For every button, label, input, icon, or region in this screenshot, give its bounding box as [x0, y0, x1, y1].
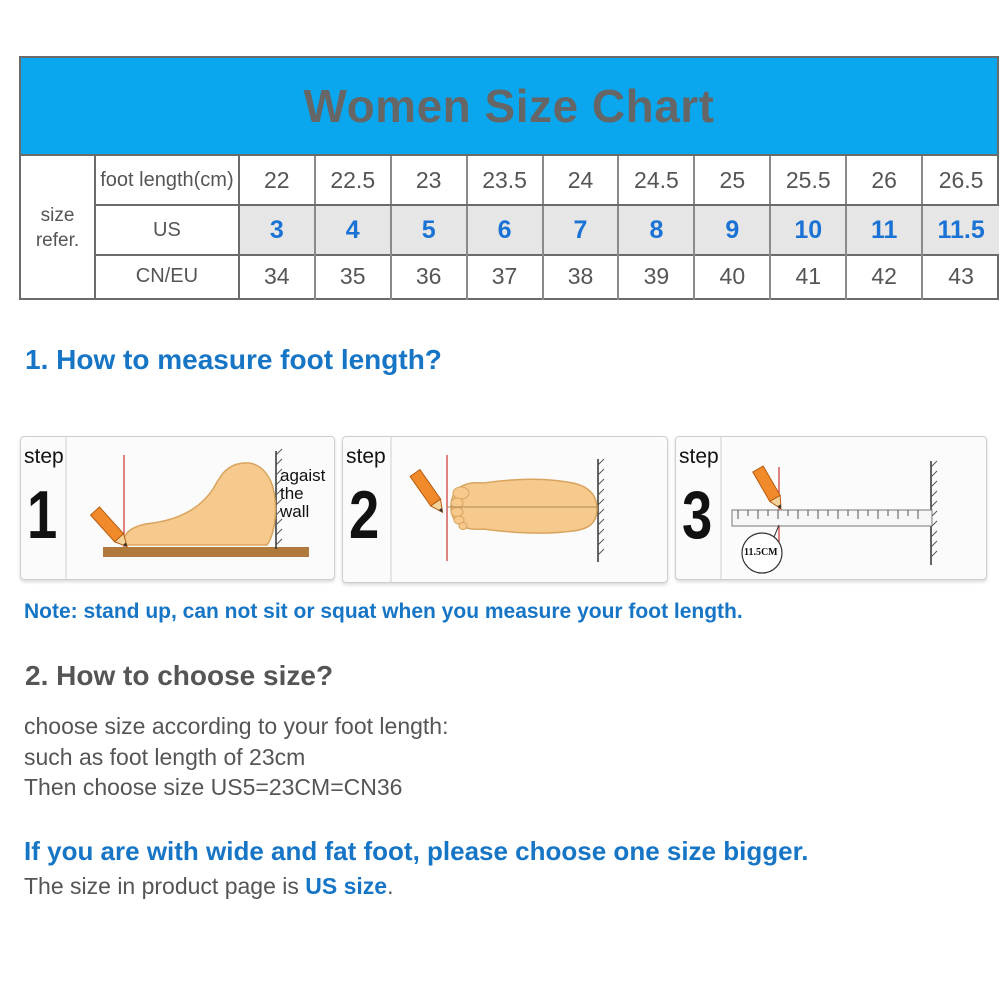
wide-foot-note: If you are with wide and fat foot, please choose one size bigger. — [24, 836, 809, 866]
step-number: 3 — [682, 477, 713, 553]
wall-text-3: wall — [280, 502, 310, 521]
table-cell: 36 — [392, 252, 468, 300]
table-cell: 24.5 — [619, 156, 695, 204]
table-cell: 38 — [544, 252, 620, 300]
table-cell: 6 — [468, 206, 544, 254]
wall-text-2: the — [280, 484, 304, 503]
table-cell: 40 — [695, 252, 771, 300]
instruction-line-1: choose size according to your foot length: — [24, 713, 449, 739]
table-cell: 22.5 — [316, 156, 392, 204]
instruction-line-2: such as foot length of 23cm — [24, 744, 306, 770]
step-2-panel — [342, 436, 668, 583]
step-2-illustration — [343, 437, 668, 583]
step-label: step — [679, 445, 719, 468]
product-size-emphasis: US size — [305, 873, 388, 899]
us-size-row — [96, 204, 999, 256]
instruction-line-3: Then choose size US5=23CM=CN36 — [24, 774, 403, 800]
table-cell: 41 — [771, 252, 847, 300]
step-1-panel — [20, 436, 335, 580]
table-cell: 9 — [695, 206, 771, 254]
table-cell: 26.5 — [938, 166, 984, 193]
measure-heading: 1. How to measure foot length? — [25, 344, 442, 375]
table-cell: 43 — [948, 262, 974, 289]
table-cell: 35 — [316, 252, 392, 300]
table-cell: 25 — [695, 156, 771, 204]
table-cell: 25.5 — [771, 156, 847, 204]
table-cell: 7 — [544, 206, 620, 254]
measure-label: 11.5CM — [744, 547, 778, 558]
table-cell: 34 — [240, 252, 316, 300]
size-chart-table — [19, 56, 999, 300]
table-cell: 5 — [392, 206, 468, 254]
step-number: 1 — [27, 477, 58, 553]
size-label-line1: size — [40, 205, 75, 226]
table-cell: 10 — [771, 206, 847, 254]
wall-annotation — [280, 467, 325, 521]
row-label: US — [96, 206, 240, 254]
table-cell: 23 — [392, 156, 468, 204]
row-label: foot length(cm) — [96, 156, 240, 204]
table-cell: 8 — [619, 206, 695, 254]
product-size-suffix: . — [387, 873, 394, 899]
table-cell: 37 — [468, 252, 544, 300]
table-cell: 42 — [847, 252, 923, 300]
step-3-illustration — [676, 437, 987, 580]
chart-title: Women Size Chart — [303, 80, 715, 132]
row-label: CN/EU — [96, 252, 240, 300]
table-cell: 39 — [619, 252, 695, 300]
product-size-note — [24, 873, 394, 900]
chart-body — [21, 156, 997, 300]
table-cell: 3 — [240, 206, 316, 254]
foot-length-row — [96, 156, 999, 204]
table-cell: 24 — [544, 156, 620, 204]
step-label: step — [346, 445, 386, 468]
table-cell: 11.5 — [923, 206, 999, 254]
cn-eu-size-row — [96, 252, 999, 300]
choose-size-heading: 2. How to choose size? — [25, 660, 334, 691]
wall-text-1: agaist — [280, 466, 326, 485]
table-cell: 26 — [847, 156, 923, 204]
chart-header — [21, 58, 997, 156]
table-cell: 11 — [847, 206, 923, 254]
measure-note: Note: stand up, can not sit or squat when you measure your foot length. — [24, 600, 743, 623]
size-label-line2: refer. — [35, 230, 80, 251]
size-reference-label — [21, 156, 96, 300]
table-cell: 4 — [316, 206, 392, 254]
step-3-panel — [675, 436, 987, 580]
step-number: 2 — [349, 477, 380, 553]
table-cell: 22 — [240, 156, 316, 204]
step-label: step — [24, 445, 64, 468]
table-cell: 23.5 — [468, 156, 544, 204]
product-size-prefix: The size in product page is — [24, 873, 306, 899]
